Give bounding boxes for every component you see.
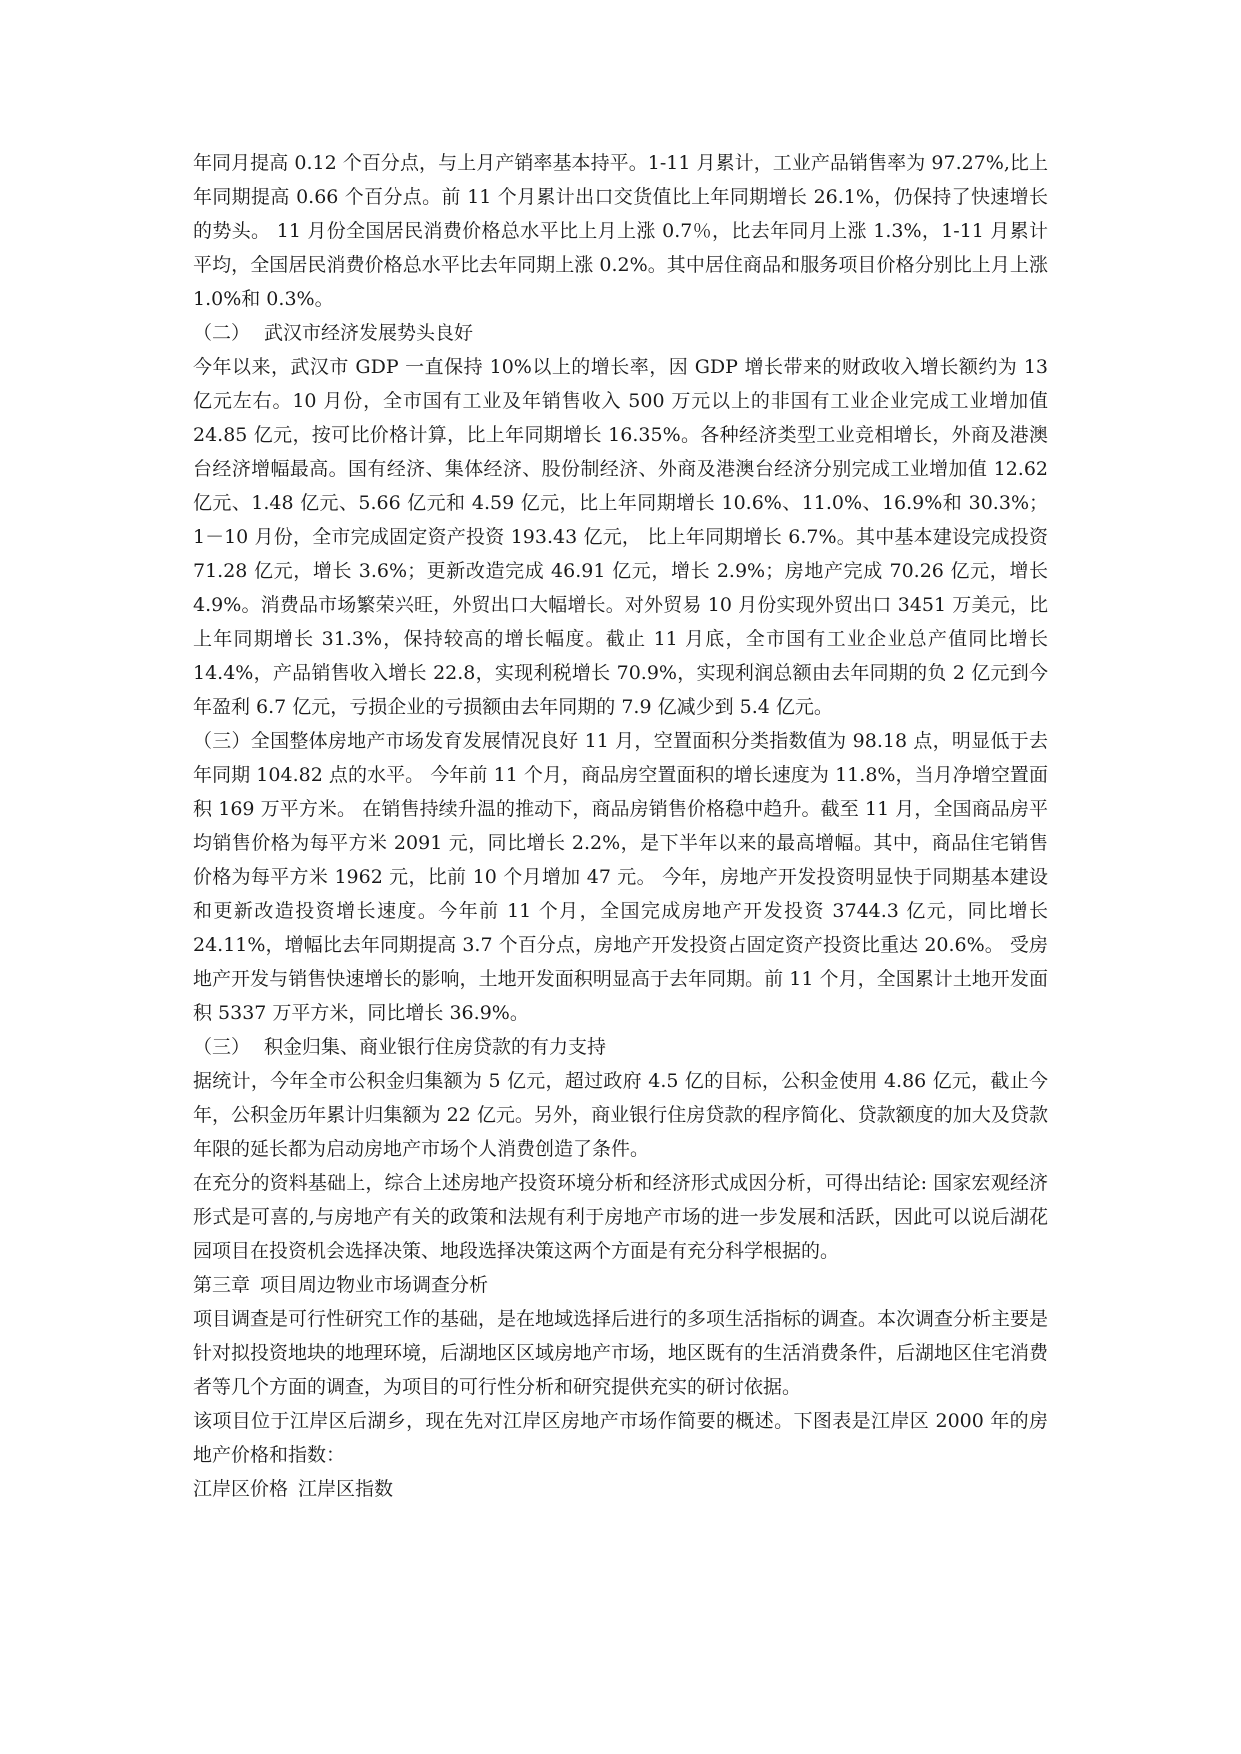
caption-index: 江岸区指数 — [298, 1478, 394, 1500]
paragraph-national-sales: 年同月提高 0.12 个百分点，与上月产销率基本持平。1-11 月累计，工业产品销售率为 97.27%,比上年同期提高 0.66 个百分点。前 11 个月累计出口交货值比上年同期增长 26.1%，仍保持了快速增长的势头。 11 月份全国居民消费价格总水平比上月上涨 0.7％，比去年同月上涨 1.3%，1-11 月累计平均，全国居民消费价格总水平比去年同期上涨 0.2%。其中居住商品和服务项目价格分别比上月上涨 1.0%和 0.3%。 — [193, 152, 1048, 310]
paragraph-wuhan-economy: 今年以来，武汉市 GDP 一直保持 10%以上的增长率，因 GDP 增长带来的财政收入增长额约为 13 亿元左右。10 月份，全市国有工业及年销售收入 500 万元以上的非国有工业企业完成工业增加值 24.85 亿元，按可比价格计算，比上年同期增长 16.35%。各种经济类型工业竞相增长，外商及港澳台经济增幅最高。国有经济、集体经济、股份制经济、外商及港澳台经济分别完成工业增加值 12.62 亿元、1.48 亿元、5.66 亿元和 4.59 亿元，比上年同期增长 10.6%、11.0%、16.9%和 30.3%； 1－10 月份，全市完成固定资产投资 193.43 亿元， 比上年同期增长 6.7%。其中基本建设完成投资 71.28 亿元，增长 3.6%；更新改造完成 46.91 亿元，增长 2.9%；房地产完成 70.26 亿元，增长 4.9%。消费品市场繁荣兴旺，外贸出口大幅增长。对外贸易 10 月份实现外贸出口 3451 万美元，比上年同期增长 31.3%，保持较高的增长幅度。截止 11 月底，全市国有工业企业总产值同比增长 14.4%，产品销售收入增长 22.8，实现利税增长 70.9%，实现利润总额由去年同期的负 2 亿元到今年盈利 6.7 亿元，亏损企业的亏损额由去年同期的 7.9 亿减少到 5.4 亿元。 — [193, 356, 1048, 718]
paragraph-conclusion: 在充分的资料基础上，综合上述房地产投资环境分析和经济形式成因分析，可得出结论: 国家宏观经济形式是可喜的,与房地产有关的政策和法规有利于房地产市场的进一步发展和活跃，因此可以说后湖花园项目在投资机会选择决策、地段选择决策这两个方面是有充分科学根据的。 — [193, 1172, 1048, 1262]
paragraph-housing-fund: 据统计，今年全市公积金归集额为 5 亿元，超过政府 4.5 亿的目标，公积金使用 4.86 亿元，截止今年，公积金历年累计归集额为 22 亿元。另外，商业银行住房贷款的程序简化、贷款额度的加大及贷款年限的延长都为启动房地产市场个人消费创造了条件。 — [193, 1070, 1048, 1160]
section-heading-housing-fund — [193, 1030, 1048, 1064]
section-number: （二） — [193, 322, 251, 344]
section-heading-wuhan-economy — [193, 316, 1048, 350]
section-title: 武汉市经济发展势头良好 — [264, 322, 474, 344]
section-number: （三） — [193, 1036, 251, 1058]
paragraph-project-survey: 项目调查是可行性研究工作的基础，是在地域选择后进行的多项生活指标的调查。本次调查分析主要是针对拟投资地块的地理环境，后湖地区区域房地产市场，地区既有的生活消费条件，后湖地区住宅消费者等几个方面的调查，为项目的可行性分析和研究提供充实的研讨依据。 — [193, 1308, 1049, 1398]
document-page — [193, 146, 1048, 1506]
chapter-heading-market-survey — [193, 1268, 1048, 1302]
table-caption-jiangan — [193, 1472, 1048, 1506]
paragraph-jiangan-overview: 该项目位于江岸区后湖乡，现在先对江岸区房地产市场作简要的概述。下图表是江岸区 2000 年的房地产价格和指数： — [193, 1410, 1048, 1466]
paragraph-national-real-estate: （三）全国整体房地产市场发育发展情况良好 11 月，空置面积分类指数值为 98.18 点，明显低于去年同期 104.82 点的水平。 今年前 11 个月，商品房空置面积的增长速度为 11.8%，当月净增空置面积 169 万平方米。 在销售持续升温的推动下，商品房销售价格稳中趋升。截至 11 月，全国商品房平均销售价格为每平方米 2091 元，同比增长 2.2%，是下半年以来的最高增幅。其中，商品住宅销售价格为每平方米 1962 元，比前 10 个月增加 47 元。 今年，房地产开发投资明显快于同期基本建设和更新改造投资增长速度。今年前 11 个月，全国完成房地产开发投资 3744.3 亿元，同比增长 24.11%，增幅比去年同期提高 3.7 个百分点，房地产开发投资占固定资产投资比重达 20.6%。 受房地产开发与销售快速增长的影响，土地开发面积明显高于去年同期。前 11 个月，全国累计土地开发面积 5337 万平方米，同比增长 36.9%。 — [193, 730, 1048, 1024]
section-title: 积金归集、商业银行住房贷款的有力支持 — [264, 1036, 607, 1058]
chapter-title: 项目周边物业市场调查分析 — [260, 1274, 489, 1296]
chapter-number: 第三章 — [193, 1274, 251, 1296]
caption-price: 江岸区价格 — [193, 1478, 289, 1500]
